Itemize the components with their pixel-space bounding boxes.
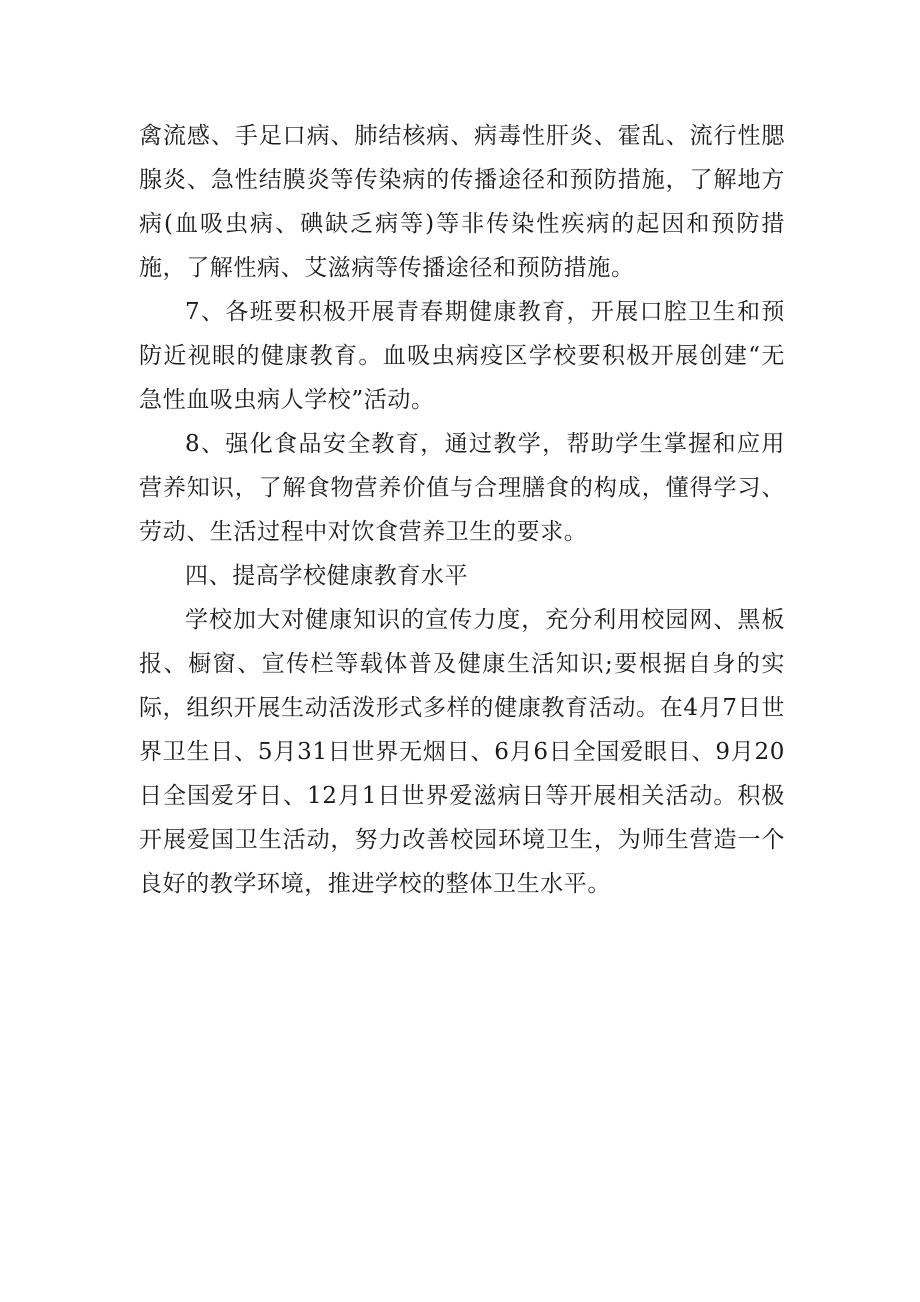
paragraph-continuation: 禽流感、手足口病、肺结核病、病毒性肝炎、霍乱、流行性腮腺炎、急性结膜炎等传染病的传播途径和预防措施，了解地方病(血吸虫病、碘缺乏病等)等非传染性疾病的起因和预防措施，了解性病、艾滋病等传播途径和预防措施。 <box>139 123 785 281</box>
paragraph-item-8: 8、强化食品安全教育，通过教学，帮助学生掌握和应用营养知识，了解食物营养价值与合理膳食的构成，懂得学习、劳动、生活过程中对饮食营养卫生的要求。 <box>139 431 785 545</box>
paragraph-section-4-body: 学校加大对健康知识的宣传力度，充分利用校园网、黑板报、橱窗、宣传栏等载体普及健康生活知识;要根据自身的实际，组织开展生动活泼形式多样的健康教育活动。在4月7日世界卫生日、5月31日世界无烟日、6月6日全国爱眼日、9月20日全国爱牙日、12月1日世界爱滋病日等开展相关活动。积极开展爱国卫生活动，努力改善校园环境卫生，为师生营造一个良好的教学环境，推进学校的整体卫生水平。 <box>139 607 785 897</box>
section-heading-4: 四、提高学校健康教育水平 <box>185 563 469 589</box>
paragraph-item-7: 7、各班要积极开展青春期健康教育，开展口腔卫生和预防近视眼的健康教育。血吸虫病疫区学校要积极开展创建“无急性血吸虫病人学校”活动。 <box>139 299 785 413</box>
document-body <box>139 114 785 906</box>
